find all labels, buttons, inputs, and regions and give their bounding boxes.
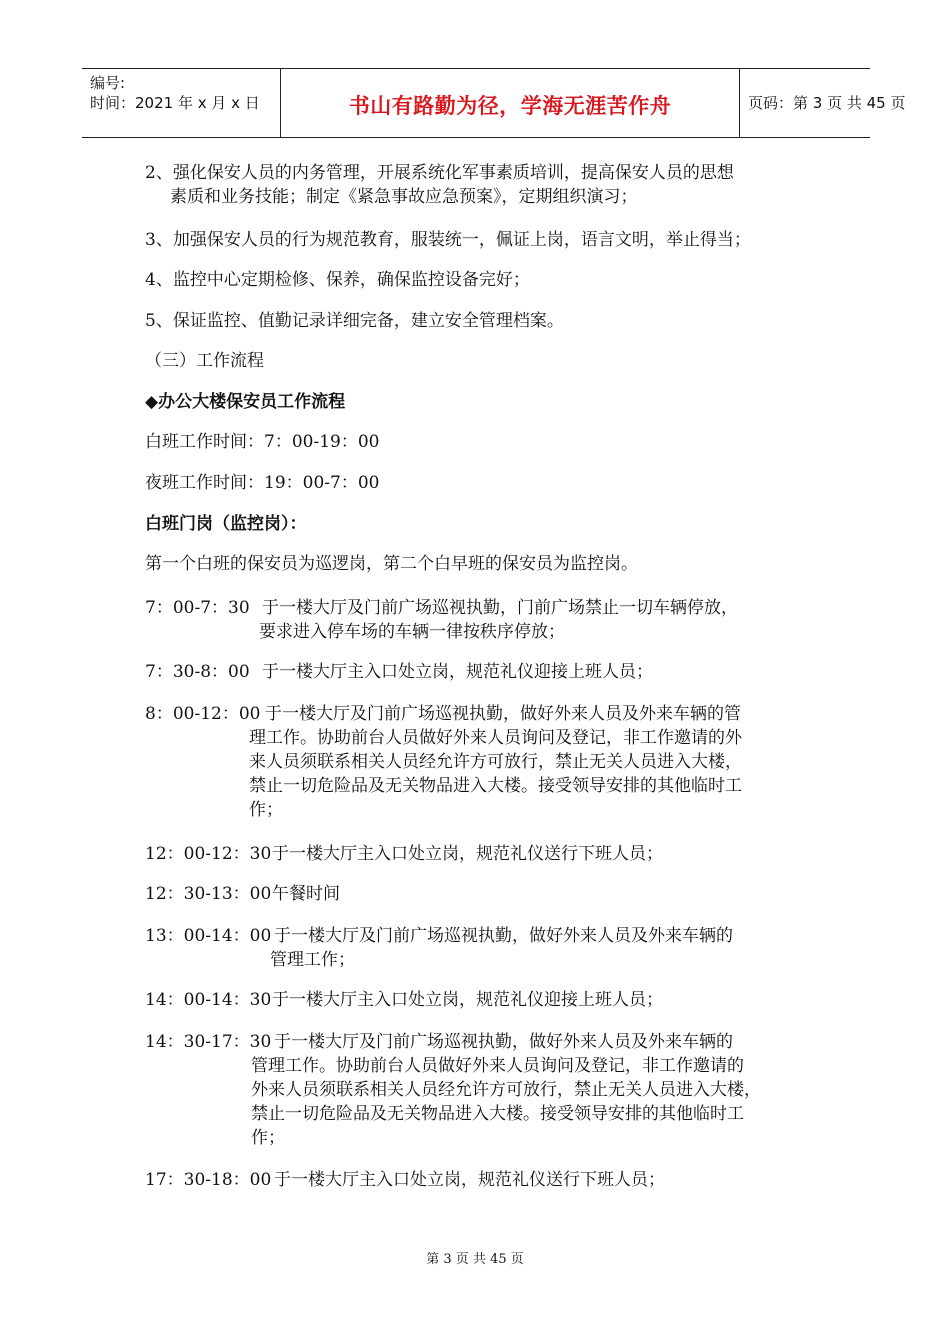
page-footer: 第 3 页 共 45 页 [426,1252,524,1267]
schedule-time: 14：00-14：30 [145,990,272,1010]
schedule-line: 外来人员须联系相关人员经允许方可放行，禁止无关人员进入大楼， [251,1080,761,1100]
number-label: 编号: [90,74,126,92]
item-2-line-2: 素质和业务技能；制定《紧急事故应急预案》，定期组织演习； [170,187,638,207]
schedule-line: 于一楼大厅主入口处立岗，规范礼仪送行下班人员； [272,844,663,864]
item-2-line-1: 2、强化保安人员的内务管理，开展系统化军事素质培训，提高保安人员的思想 [145,163,734,183]
section-title: （三）工作流程 [145,351,264,371]
schedule-line: 于一楼大厅及门前广场巡视执勤，门前广场禁止一切车辆停放， [262,598,738,618]
schedule-line: 来人员须联系相关人员经允许方可放行，禁止无关人员进入大楼， [249,752,742,772]
page-header [82,68,906,138]
schedule-line: 于一楼大厅主入口处立岗，规范礼仪迎接上班人员； [262,662,653,682]
item-4: 4、监控中心定期检修、保养，确保监控设备完好； [145,270,530,290]
schedule-line: 理工作。协助前台人员做好外来人员询问及登记，非工作邀请的外 [249,728,742,748]
schedule-line: 于一楼大厅及门前广场巡视执勤，做好外来人员及外来车辆的管 [265,704,741,724]
day-shift-hours: 白班工作时间：7：00-19：00 [145,432,380,452]
page-indicator: 页码：第 3 页 共 45 页 [748,94,906,112]
item-5: 5、保证监控、值勤记录详细完备，建立安全管理档案。 [145,311,564,331]
schedule-line: 午餐时间 [272,884,340,904]
schedule-line: 禁止一切危险品及无关物品进入大楼。接受领导安排的其他临时工 [249,776,742,796]
schedule-time: 7：30-8：00 [145,662,250,682]
schedule-time: 12：00-12：30 [145,844,272,864]
date-label: 时间：2021 年 x 月 x 日 [90,94,260,112]
schedule-line: 于一楼大厅及门前广场巡视执勤，做好外来人员及外来车辆的 [274,1032,733,1052]
header-info-cell [82,69,280,137]
schedule-time: 14：30-17：30 [145,1032,272,1052]
schedule-time: 8：00-12：00 [145,704,261,724]
schedule-line: 作； [251,1128,285,1148]
motto: 书山有路勤为径，学海无涯苦作舟 [348,94,672,118]
subsection-title: ◆办公大楼保安员工作流程 [145,392,346,412]
header-motto-cell [280,69,740,137]
schedule-line: 管理工作。协助前台人员做好外来人员询问及登记，非工作邀请的 [251,1056,744,1076]
schedule-time: 13：00-14：00 [145,926,272,946]
schedule-line: 于一楼大厅主入口处立岗，规范礼仪迎接上班人员； [272,990,663,1010]
schedule-time: 7：00-7：30 [145,598,250,618]
post-intro: 第一个白班的保安员为巡逻岗，第二个白早班的保安员为监控岗。 [145,554,638,574]
schedule-time: 17：30-18：00 [145,1170,272,1190]
schedule-line: 管理工作； [270,950,355,970]
post-title: 白班门岗（监控岗）： [145,514,307,534]
schedule-line: 于一楼大厅及门前广场巡视执勤，做好外来人员及外来车辆的 [274,926,733,946]
item-3: 3、加强保安人员的行为规范教育，服装统一，佩证上岗，语言文明，举止得当； [145,230,751,250]
schedule-line: 作； [249,800,283,820]
night-shift-hours: 夜班工作时间：19：00-7：00 [145,473,380,493]
schedule-line: 于一楼大厅主入口处立岗，规范礼仪送行下班人员； [274,1170,665,1190]
header-page-cell [740,69,906,137]
schedule-line: 要求进入停车场的车辆一律按秩序停放； [259,622,565,642]
schedule-time: 12：30-13：00 [145,884,272,904]
schedule-line: 禁止一切危险品及无关物品进入大楼。接受领导安排的其他临时工 [251,1104,744,1124]
